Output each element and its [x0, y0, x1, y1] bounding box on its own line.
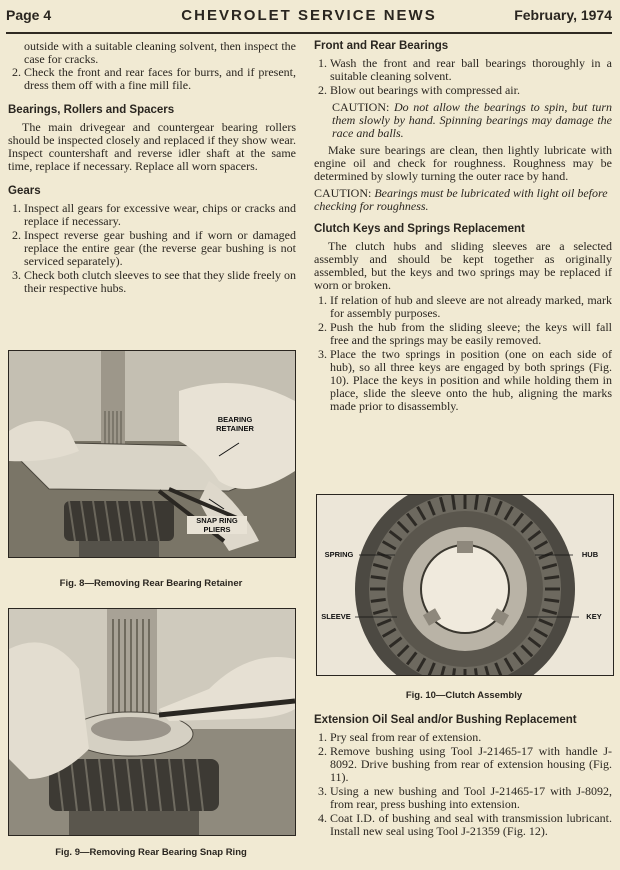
right-column-lower: [314, 708, 612, 839]
figure-9-illustration: [9, 609, 295, 835]
section-heading-extension: Extension Oil Seal and/or Bushing Replacement: [314, 714, 577, 726]
figure-10-caption: Fig. 10—Clutch Assembly: [405, 690, 523, 701]
list-item: 1. Wash the front and rear ball bearings thoroughly in a suitable cleaning solvent.: [318, 56, 612, 83]
page-header: [6, 2, 612, 34]
figure-8-photo: [8, 350, 296, 558]
figure-8-caption: Fig. 8—Removing Rear Bearing Retainer: [59, 578, 243, 589]
label-key: KEY: [579, 612, 609, 621]
figure-8-illustration: [9, 351, 295, 557]
intro-text: outside with a suitable cleaning solvent, then inspect the case for cracks.: [24, 39, 296, 66]
clutch-list: [314, 294, 612, 413]
page-number: Page 4: [6, 7, 52, 23]
section-heading-bearings: Bearings, Rollers and Spacers: [8, 104, 175, 116]
front-rear-list: [314, 57, 612, 97]
caution-spin: CAUTION: Do not allow the bearings to spin, but turn them slowly by hand. Spinning bearings may damage the race and balls.: [332, 100, 613, 140]
clutch-text: The clutch hubs and sliding sleeves are a selected assembly and should be kept together as originally assembled, but the keys and two springs may be replaced if worn or broken.: [314, 239, 612, 292]
figure-9-caption: Fig. 9—Removing Rear Bearing Snap Ring: [55, 847, 247, 858]
list-item: 1. If relation of hub and sleeve are not already marked, mark for assembly purposes.: [318, 293, 612, 320]
list-item: 3. Using a new bushing and Tool J-21465-17 with J-8092, from rear, press bushing into extension.: [318, 784, 612, 811]
left-column: [8, 40, 296, 296]
label-snap-ring-pliers: SNAP RING PLIERS: [187, 516, 247, 534]
list-item: 1. Pry seal from rear of extension.: [318, 730, 482, 744]
figure-9-photo: [8, 608, 296, 836]
gears-list: [8, 202, 296, 295]
section-heading-clutch: Clutch Keys and Springs Replacement: [314, 223, 525, 235]
intro-list: [8, 66, 296, 92]
list-item: 2. Inspect reverse gear bushing and if worn or damaged replace the entire gear (the reverse gear bushing is not serviced separately).: [12, 228, 296, 268]
list-item: 3. Check both clutch sleeves to see that they slide freely on their respective hubs.: [12, 268, 296, 295]
publication-title: CHEVROLET SERVICE NEWS: [181, 7, 437, 24]
section-heading-front-rear-bearings: Front and Rear Bearings: [314, 40, 449, 52]
list-number: 2.: [12, 65, 21, 79]
right-column: [314, 38, 612, 414]
list-item: 1. Inspect all gears for excessive wear, chips or cracks and replace if necessary.: [12, 201, 296, 228]
list-item: 2. Blow out bearings with compressed air.: [318, 83, 520, 97]
extension-list: [314, 731, 612, 838]
section-heading-gears: Gears: [8, 185, 41, 197]
label-sleeve: SLEEVE: [317, 612, 355, 621]
list-item: 4. Coat I.D. of bushing and seal with transmission lubricant. Install new seal using Tool J-21359 (Fig. 12).: [318, 811, 612, 838]
caution-lubricate: CAUTION: Bearings must be lubricated with light oil before checking for roughness.: [314, 186, 608, 213]
list-item: 2. Push the hub from the sliding sleeve; the keys will fall free and the springs may be easily removed.: [318, 320, 612, 347]
list-item: 2. Check the front and rear faces for burrs, and if present, dress them off with a fine mill file.: [12, 65, 296, 92]
lubricate-text: Make sure bearings are clean, then lightly lubricate with engine oil and check for roughness. Roughness may be determined by slowly turning the outer race by hand.: [314, 143, 612, 183]
issue-date: February, 1974: [514, 7, 612, 23]
list-item: 2. Remove bushing using Tool J-21465-17 with handle J-8092. Drive bushing from rear of extension housing (Fig. 11).: [318, 744, 612, 784]
bearings-text: The main drivegear and countergear bearing rollers should be inspected closely and replaced if they show wear. Inspect countershaft and reverse idler shaft at the same time, replace if necessary. Replace all worn spacers.: [8, 120, 296, 173]
figure-10-illustration: [317, 495, 613, 675]
list-item: 3. Place the two springs in position (one on each side of hub), so all three keys are engaged by both springs (Fig. 10). Place the keys in position and while holding them in place, slide the sleeve onto the hub, aligning the marks made prior to disassembly.: [318, 347, 612, 413]
label-spring: SPRING: [319, 550, 359, 559]
label-hub: HUB: [575, 550, 605, 559]
label-bearing-retainer: BEARING RETAINER: [205, 415, 265, 433]
figure-10-photo: [316, 494, 614, 676]
